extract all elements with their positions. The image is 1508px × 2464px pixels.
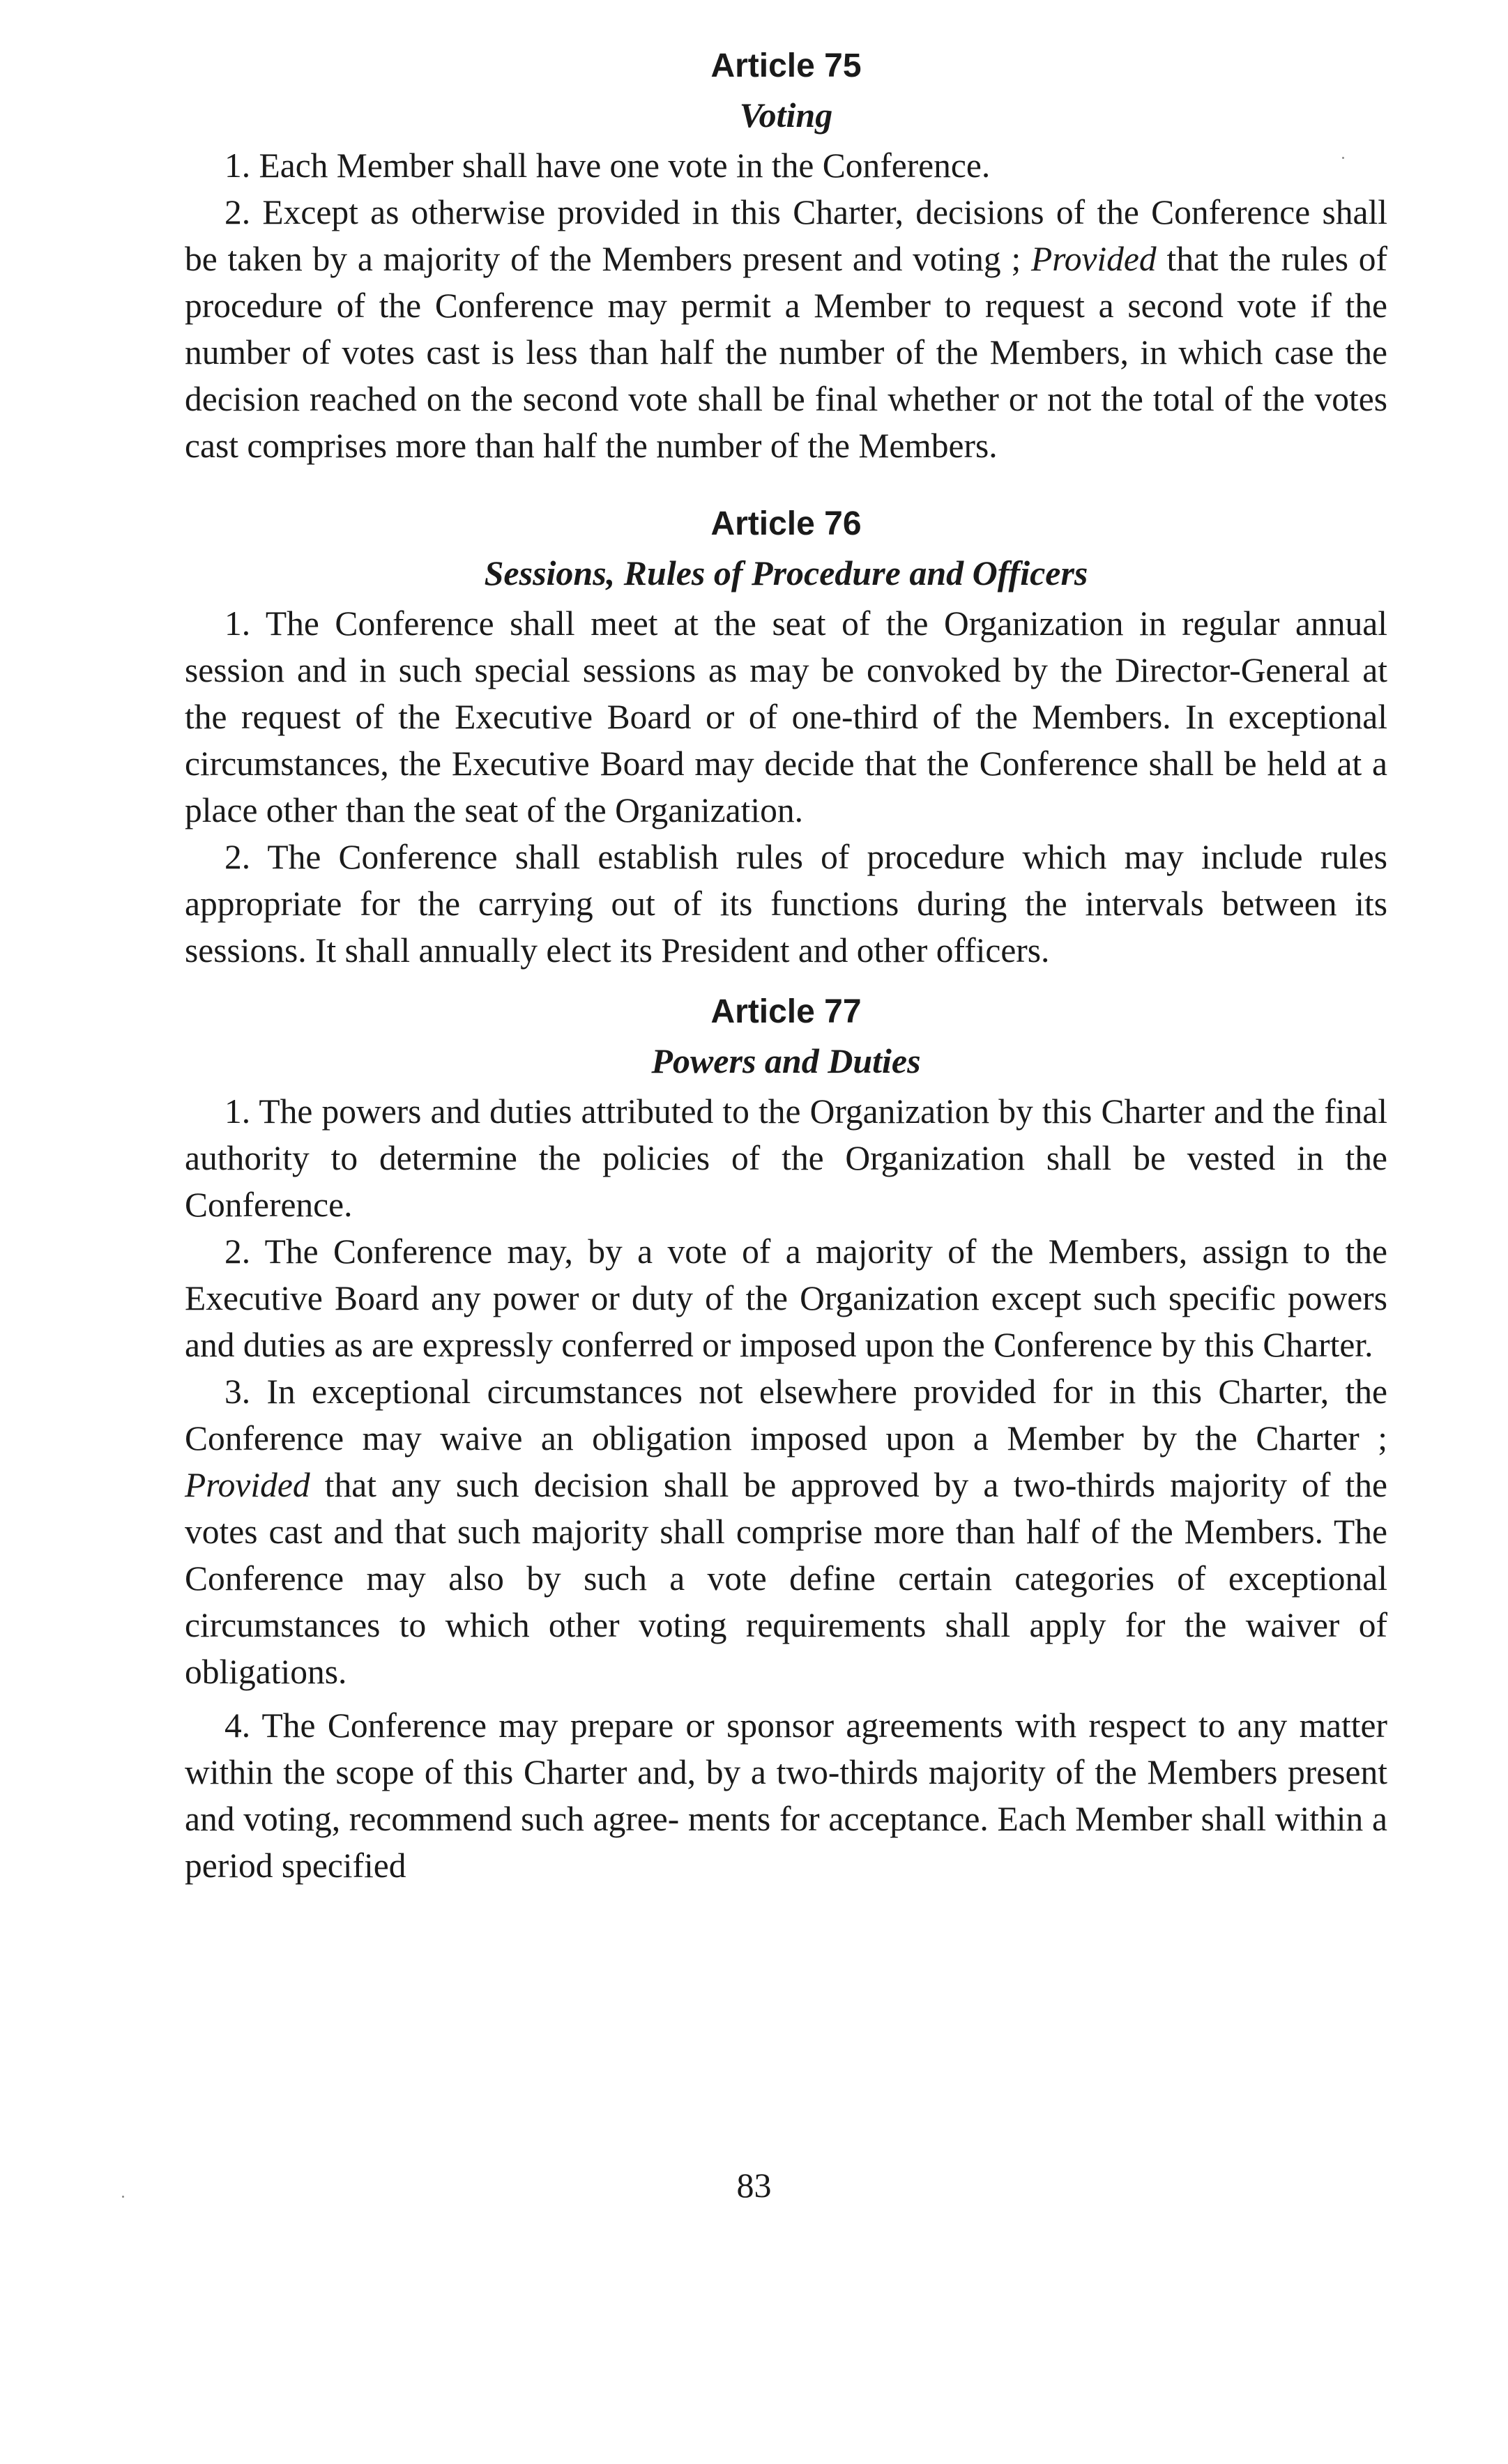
emphasis: Provided	[185, 1466, 310, 1504]
paragraph: 2. The Conference may, by a vote of a majority of the Members, assign to the Executive Board any power or duty of the Organization except such specific powers and duties as are expressly conferred or imposed upon the Conference by this Charter.	[185, 1232, 1387, 1364]
article-subtitle: Powers and Duties	[651, 1041, 921, 1080]
article-77	[185, 988, 1387, 1889]
paragraph: 1. The Conference shall meet at the seat of the Organization in regular annual session and in such special sessions as may be convoked by the Director-General at the request of the Executive Board or of one-third of the Members. In exceptional circumstances, the Executive Board may decide that the Conference shall be held at a place other than the seat of the Organization.	[185, 604, 1387, 829]
article-subtitle: Voting	[739, 95, 833, 135]
article-heading: Article 76	[710, 505, 862, 542]
paragraph: 2. The Conference shall establish rules of procedure which may include rules appropriate for the carrying out of its functions during the intervals between its sessions. It shall annually elect its President and other officers.	[185, 838, 1387, 970]
article-75	[185, 42, 1387, 469]
article-heading: Article 77	[710, 993, 862, 1030]
paragraph: 3. In exceptional circumstances not elsewhere provided for in this Charter, the Conference may waive an obligation imposed upon a Member by the Charter ; Provided that any such decision shall be approved by a two-thirds majority of the votes cast and that such majority shall comprise more than half of the Members. The Conference may also by such a vote define certain categories of exceptional circumstances to which other voting requirements shall apply for the waiver of obligations.	[185, 1372, 1387, 1691]
paragraph: 1. The powers and duties attributed to the Organization by this Charter and the final authority to determine the policies of the Organization shall be vested in the Conference.	[185, 1092, 1387, 1224]
paragraph: 1. Each Member shall have one vote in the Conference.	[224, 146, 991, 185]
paragraph: 4. The Conference may prepare or sponsor agreements with respect to any matter within the scope of this Charter and, by a two-thirds majority of the Members present and voting, recommend such agree- ments for acceptance. Each Member shall within a period specified	[185, 1706, 1387, 1885]
article-76	[185, 500, 1387, 974]
paragraph: 2. Except as otherwise provided in this Charter, decisions of the Conference shall be taken by a majority of the Members present and voting ; Provided that the rules of procedure of the Conference may permit a Member to request a second vote if the number of votes cast is less than half the number of the Members, in which case the decision reached on the second vote shall be final whether or not the total of the votes cast comprises more than half the number of the Members.	[185, 193, 1387, 465]
page-body	[185, 42, 1387, 1889]
article-subtitle: Sessions, Rules of Procedure and Officers	[484, 553, 1088, 592]
article-heading: Article 75	[710, 47, 862, 84]
scan-speck	[122, 2196, 124, 2198]
scan-speck	[1342, 157, 1344, 159]
emphasis: Provided	[1031, 240, 1157, 278]
page-number: 83	[736, 2166, 772, 2205]
